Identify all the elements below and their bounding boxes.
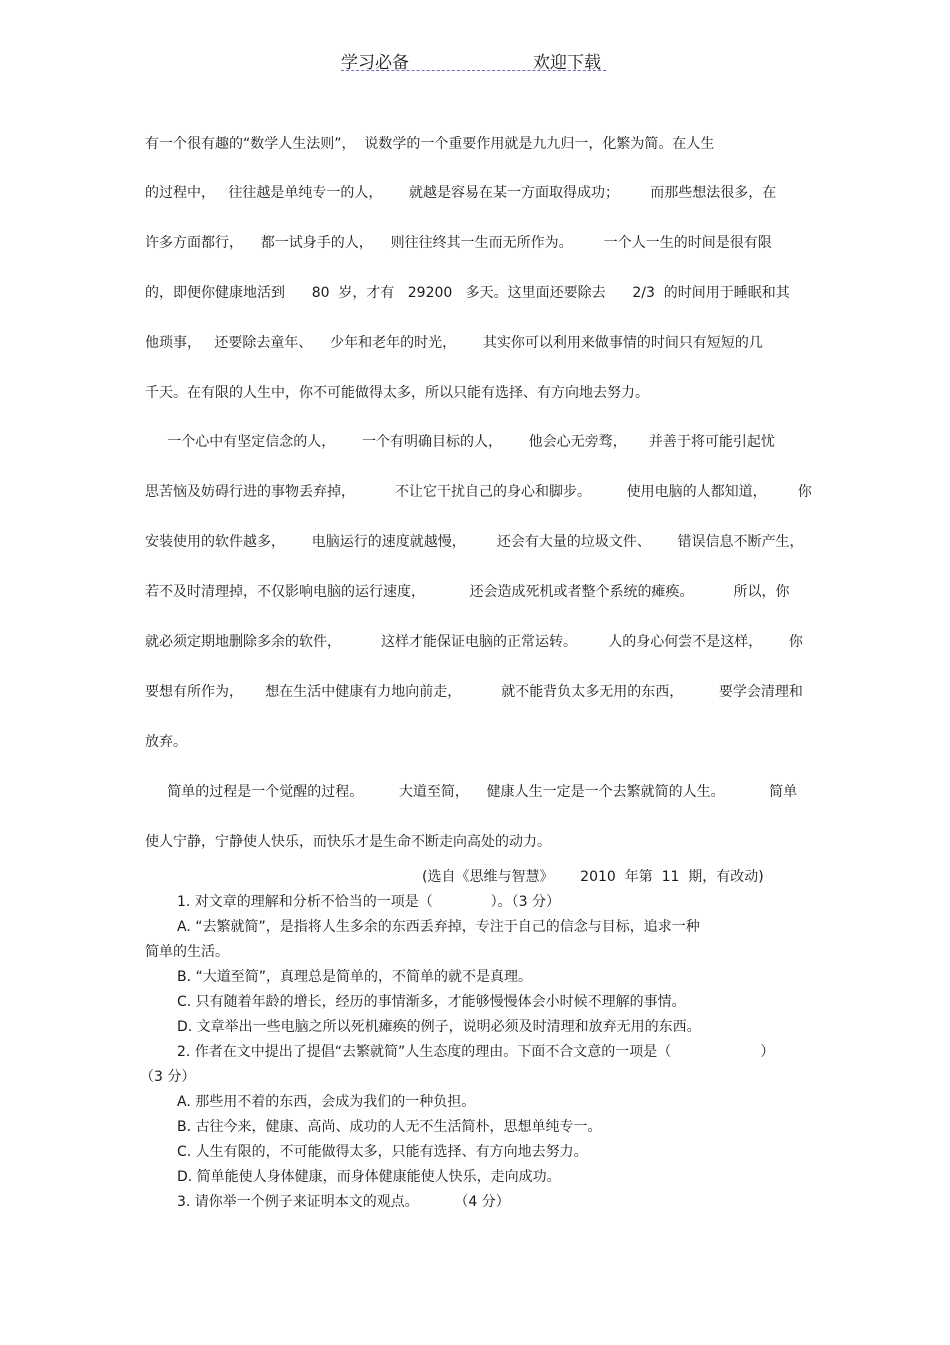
question-2: 2. 作者在文中提出了提倡“去繁就简”人生态度的理由。下面不合文意的一项是（ ）: [177, 1044, 775, 1060]
paragraph-line: 许多方面都行， 都一试身手的人， 则往往终其一生而无所作为。 一个人一生的时间是很有限: [145, 235, 772, 251]
question-3: 3. 请你举一个例子来证明本文的观点。 （4 分）: [177, 1194, 510, 1210]
page-header: [0, 46, 950, 74]
question-1-option-c: C. 只有随着年龄的增长，经历的事情渐多，才能够慢慢体会小时候不理解的事情。: [177, 994, 686, 1010]
question-2-option-d: D. 简单能使人身体健康，而身体健康能使人快乐，走向成功。: [177, 1169, 561, 1185]
question-1-option-a: A. “去繁就简”，是指将人生多余的东西丢弃掉，专注于自己的信念与目标，追求一种: [177, 919, 700, 935]
question-2-option-c: C. 人生有限的，不可能做得太多，只能有选择、有方向地去努力。: [177, 1144, 588, 1160]
paragraph-line: 若不及时清理掉，不仅影响电脑的运行速度， 还会造成死机或者整个系统的瘫痪。 所以，你: [145, 584, 790, 600]
paragraph-line: 一个心中有坚定信念的人， 一个有明确目标的人， 他会心无旁骛， 并善于将可能引起忧: [145, 434, 775, 450]
header-dashed-underline: [341, 70, 606, 71]
header-right-text: 欢迎下载: [533, 53, 601, 73]
question-1: 1. 对文章的理解和分析不恰当的一项是（ ）。（3 分）: [177, 894, 561, 910]
paragraph-line: 安装使用的软件越多， 电脑运行的速度就越慢， 还会有大量的垃圾文件、 错误信息不断产生，: [145, 534, 804, 550]
paragraph-line: 思苦恼及妨碍行进的事物丢弃掉， 不让它干扰自己的身心和脚步。 使用电脑的人都知道， 你: [145, 484, 812, 500]
paragraph-line: 就必须定期地删除多余的软件， 这样才能保证电脑的正常运转。 人的身心何尝不是这样， 你: [145, 634, 803, 650]
question-1-option-a-cont: 简单的生活。: [145, 944, 229, 960]
paragraph-line: 的，即便你健康地活到 80 岁，才有 29200 多天。这里面还要除去 2/3 的时间用于睡眠和其: [145, 285, 790, 301]
paragraph-line: 要想有所作为， 想在生活中健康有力地向前走， 就不能背负太多无用的东西， 要学会清理和: [145, 684, 803, 700]
question-2-option-a: A. 那些用不着的东西，会成为我们的一种负担。: [177, 1094, 476, 1110]
question-1-option-b: B. “大道至简”，真理总是简单的，不简单的就不是真理。: [177, 969, 533, 985]
paragraph-line: 千天。在有限的人生中，你不可能做得太多，所以只能有选择、有方向地去努力。: [145, 385, 649, 401]
paragraph-line: 他琐事， 还要除去童年、 少年和老年的时光， 其实你可以利用来做事情的时间只有短短的几: [145, 335, 763, 351]
header-left-text: 学习必备: [341, 53, 409, 73]
paragraph-line: 的过程中， 往往越是单纯专一的人， 就越是容易在某一方面取得成功； 而那些想法很多，在: [145, 185, 777, 201]
paragraph-line: 放弃。: [145, 734, 187, 750]
paragraph-line: 使人宁静，宁静使人快乐，而快乐才是生命不断走向高处的动力。: [145, 834, 551, 850]
question-1-option-d: D. 文章举出一些电脑之所以死机瘫痪的例子，说明必须及时清理和放弃无用的东西。: [177, 1019, 701, 1035]
question-2-option-b: B. 古往今来，健康、高尚、成功的人无不生活简朴，思想单纯专一。: [177, 1119, 602, 1135]
source-citation: (选自《思维与智慧》 2010 年第 11 期，有改动): [422, 869, 764, 885]
paragraph-line: 有一个很有趣的“数学人生法则”， 说数学的一个重要作用就是九九归一，化繁为简。在人生: [145, 136, 715, 152]
question-2-score: （3 分）: [140, 1069, 196, 1085]
paragraph-line: 简单的过程是一个觉醒的过程。 大道至简， 健康人生一定是一个去繁就简的人生。 简单: [145, 784, 798, 800]
